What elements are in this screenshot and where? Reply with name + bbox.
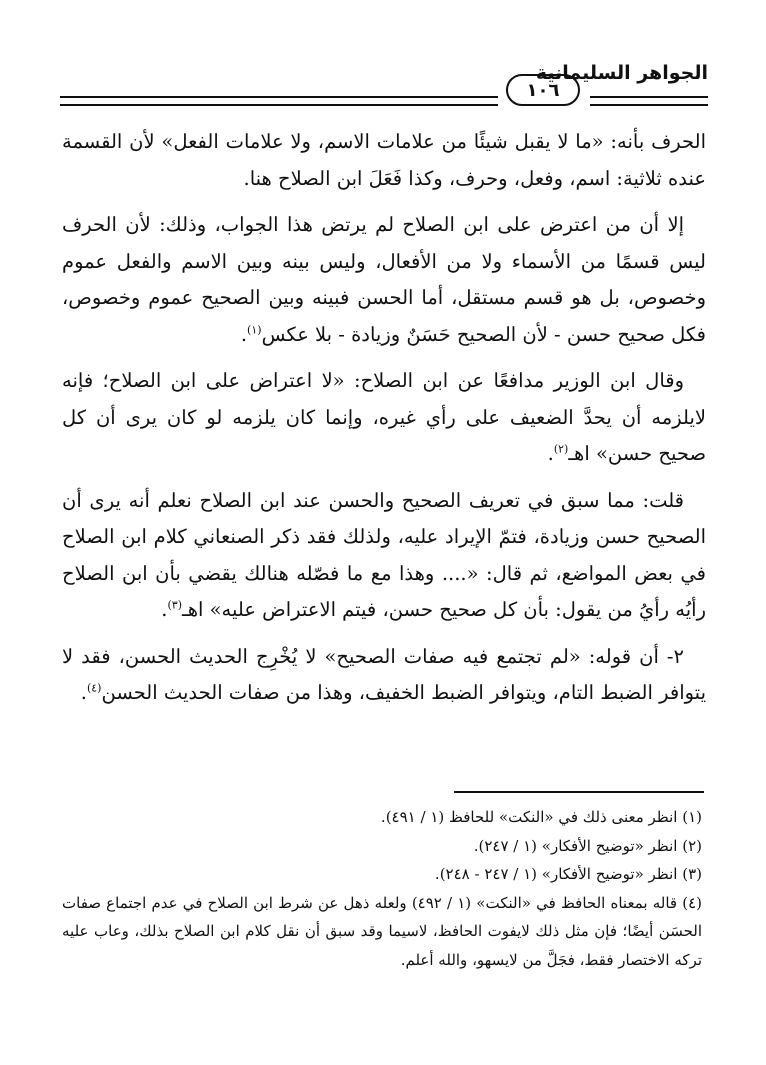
paragraph: قلت: مما سبق في تعريف الصحيح والحسن عند ابن الصلاح نعلم أنه يرى أن الصحيح حسن وزيادة، فتمّ الإيراد عليه، ولذلك فقد ذكر الصنعاني كلام ابن الصلاح في بعض المواضع، ثم قال: «.... وهذا مع ما فصّله هنالك يقضي بأن ابن الصلاح رأيُه رأيُ من يقول: بأن كل صحيح حسن، فيتم الاعتراض عليه» اهـ$^{(٣)}$. [62, 488, 706, 621]
paragraph: وقال ابن الوزير مدافعًا عن ابن الصلاح: «لا اعتراض على ابن الصلاح؛ فإنه لايلزمه أن يحدَّ الضعيف على رأي غيره، وإنما كان يلزمه لو كان يرى أن كل صحيح حسن» اهـ$^{(٢)}$. [62, 369, 706, 465]
footnote-ref: (١) [247, 323, 262, 336]
footnote-separator [454, 791, 704, 793]
paragraph: الحرف بأنه: «ما لا يقبل شيئًا من علامات الاسم، ولا علامات الفعل» لأن القسمة عنده ثلاثية: اسم، وفعل، وحرف، وكذا فَعَلَ ابن الصلاح هنا. [62, 130, 706, 190]
footnote-ref: (٢) [553, 442, 569, 456]
footnote-ref: (٤) [86, 681, 102, 695]
page-number: ١٠٦ [506, 74, 580, 106]
footnote: (٤) قاله بمعناه الحافظ في «النكت» (١ / ٤٩٢) ولعله ذهل عن شرط ابن الصلاح في عدم اجتماع صفات الحسَن أيضًا؛ فإن مثل ذلك لايفوت الحافظ، لاسيما وقد سبق أن نقل كلام ابن الصلاح بذلك، وعاب عليه تركه الاختصار فقط، فجَلَّ من لايسهو، والله أعلم. [62, 893, 702, 969]
footnote: (٢) انظر «توضيح الأفكار» (١ / ٢٤٧). [473, 836, 702, 855]
main-text [62, 124, 706, 722]
footnotes [62, 803, 702, 974]
header-rule-right [590, 96, 708, 106]
paragraph: إلا أن من اعترض على ابن الصلاح لم يرتض هذا الجواب، وذلك: لأن الحرف ليس قسمًا من الأسماء ولا من الأفعال، وليس بينه وبين الاسم والفعل عموم وخصوص، بل هو قسم مستقل، أما الحسن فبينه وبين الصحيح عموم وخصوص، فكل صحيح حسن - لأن الصحيح حَسَنٌ وزيادة - بلا عكس$^{(١)}$. [62, 213, 706, 346]
running-title: الجواهر السليمانية [535, 62, 708, 84]
page-header [60, 58, 708, 108]
footnote: (٣) انظر «توضيح الأفكار» (١ / ٢٤٧ - ٢٤٨). [434, 865, 702, 883]
header-rule-left [60, 96, 498, 106]
footnote-ref: (٣) [167, 598, 182, 612]
paragraph: ٢- أن قوله: «لم تجتمع فيه صفات الصحيح» لا يُخْرِج الحديث الحسن، فقد لا يتوافر الضبط التام، ويتوافر الضبط الخفيف، وهذا من صفات الحديث الحسن$^{(٤)}$. [62, 644, 706, 704]
footnote: (١) انظر معنى ذلك في «النكت» للحافظ (١ / ٤٩١). [380, 808, 702, 826]
